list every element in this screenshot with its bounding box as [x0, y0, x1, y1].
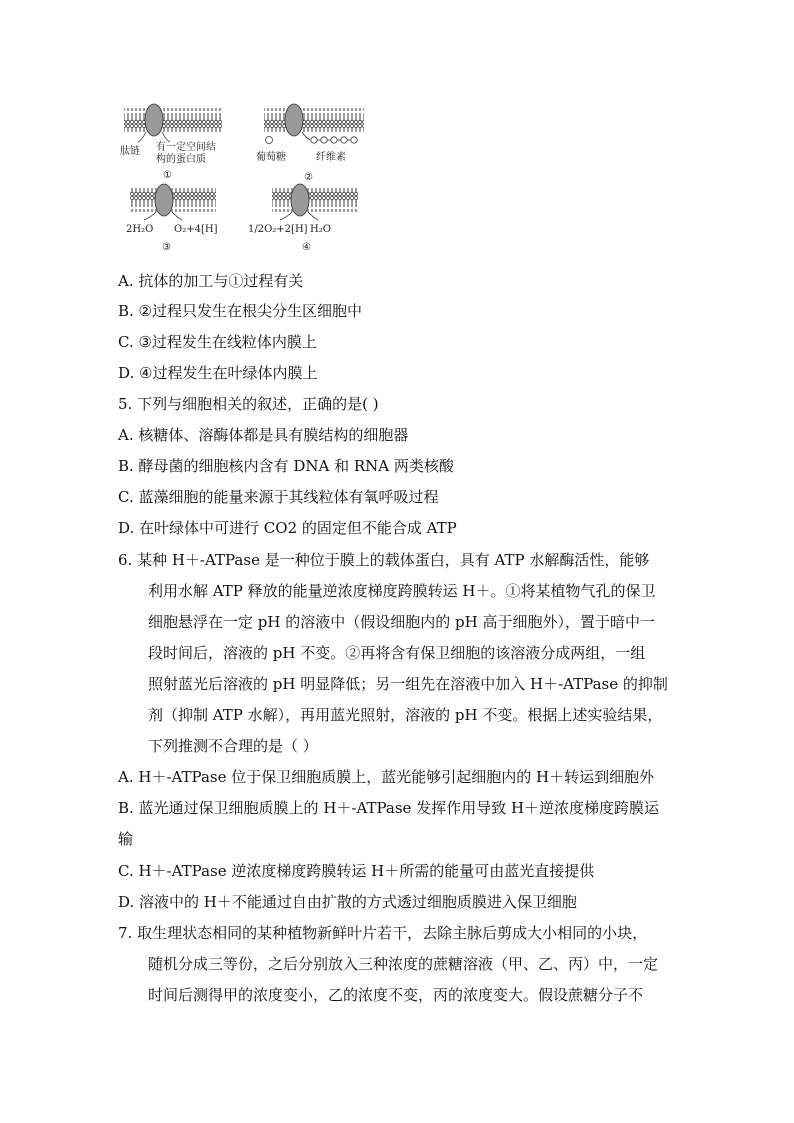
- q4-option-c: C. ③过程发生在线粒体内膜上: [118, 333, 317, 351]
- panel3-right-label: O₂+4[H]: [174, 224, 218, 235]
- panel3-number: ③: [162, 242, 171, 253]
- figure-panel-4: [248, 184, 358, 253]
- q4-option-a: A. 抗体的加工与①过程有关: [118, 272, 304, 290]
- q7-stem-line-1: 7. 取生理状态相同的某种植物新鲜叶片若干，去除主脉后剪成大小相同的小块，: [118, 924, 648, 942]
- q6-stem-line-2: 利用水解 ATP 释放的能量逆浓度梯度跨膜转运 H＋。①将某植物气孔的保卫: [148, 582, 656, 600]
- figure-panel-3: [126, 184, 218, 253]
- q5-option-c: C. 蓝藻细胞的能量来源于其线粒体有氧呼吸过程: [118, 488, 439, 506]
- q5-option-a: A. 核糖体、溶酶体都是具有膜结构的细胞器: [118, 426, 409, 444]
- q6-stem-line-3: 细胞悬浮在一定 pH 的溶液中（假设细胞内的 pH 高于细胞外），置于暗中一: [148, 613, 655, 631]
- panel2-left-label: 葡萄糖: [256, 152, 286, 163]
- q6-stem-line-5: 照射蓝光后溶液的 pH 明显降低；另一组先在溶液中加入 H＋-ATPase 的抑制: [148, 675, 668, 693]
- q5-option-b: B. 酵母菌的细胞核内含有 DNA 和 RNA 两类核酸: [118, 457, 454, 475]
- panel2-right-label: 纤维素: [316, 152, 346, 163]
- q4-option-b: B. ②过程只发生在根尖分生区细胞中: [118, 302, 363, 320]
- q4-option-d: D. ④过程发生在叶绿体内膜上: [118, 364, 318, 382]
- panel4-left-label: 1/2O₂+2[H]: [248, 224, 308, 235]
- q6-stem-line-7: 下列推测不合理的是（ ）: [148, 737, 318, 755]
- panel4-right-label: H₂O: [310, 224, 331, 235]
- q6-option-b-cont: 输: [118, 830, 134, 848]
- q6-option-c: C. H＋-ATPase 逆浓度梯度跨膜转运 H＋所需的能量可由蓝光直接提供: [118, 862, 595, 880]
- q6-stem-line-4: 段时间后，溶液的 pH 不变。②再将含有保卫细胞的该溶液分成两组，一组: [148, 644, 646, 662]
- q6-option-d: D. 溶液中的 H＋不能通过自由扩散的方式透过细胞质膜进入保卫细胞: [118, 893, 577, 911]
- q5-stem: 5. 下列与细胞相关的叙述，正确的是( ): [118, 395, 379, 413]
- panel1-right-label-1: 有一定空间结: [156, 142, 216, 153]
- panel3-left-label: 2H₂O: [126, 224, 154, 235]
- q7-stem-line-2: 随机分成三等份，之后分别放入三种浓度的蔗糖溶液（甲、乙、丙）中，一定: [148, 955, 659, 973]
- panel2-number: ②: [304, 172, 313, 183]
- membrane-process-figure: [118, 100, 378, 260]
- q5-option-d: D. 在叶绿体中可进行 CO2 的固定但不能合成 ATP: [118, 519, 457, 537]
- q7-stem-line-3: 时间后测得甲的浓度变小，乙的浓度不变，丙的浓度变大。假设蔗糖分子不: [148, 986, 644, 1004]
- figure-panel-2: [256, 104, 364, 183]
- panel1-left-label: 肽链: [120, 146, 140, 157]
- q6-stem-line-1: 6. 某种 H＋-ATPase 是一种位于膜上的载体蛋白，具有 ATP 水解酶活性，能够: [118, 551, 650, 569]
- panel1-number: ①: [163, 170, 172, 181]
- panel1-right-label-2: 构的蛋白质: [156, 154, 206, 165]
- q6-stem-line-6: 剂（抑制 ATP 水解），再用蓝光照射，溶液的 pH 不变。根据上述实验结果，: [148, 706, 663, 724]
- q6-option-b: B. 蓝光通过保卫细胞质膜上的 H＋-ATPase 发挥作用导致 H＋逆浓度梯度跨膜运: [118, 799, 660, 817]
- figure-panel-1: [120, 104, 222, 181]
- q6-option-a: A. H＋-ATPase 位于保卫细胞质膜上，蓝光能够引起细胞内的 H＋转运到细胞外: [118, 768, 655, 786]
- panel4-number: ④: [302, 242, 311, 253]
